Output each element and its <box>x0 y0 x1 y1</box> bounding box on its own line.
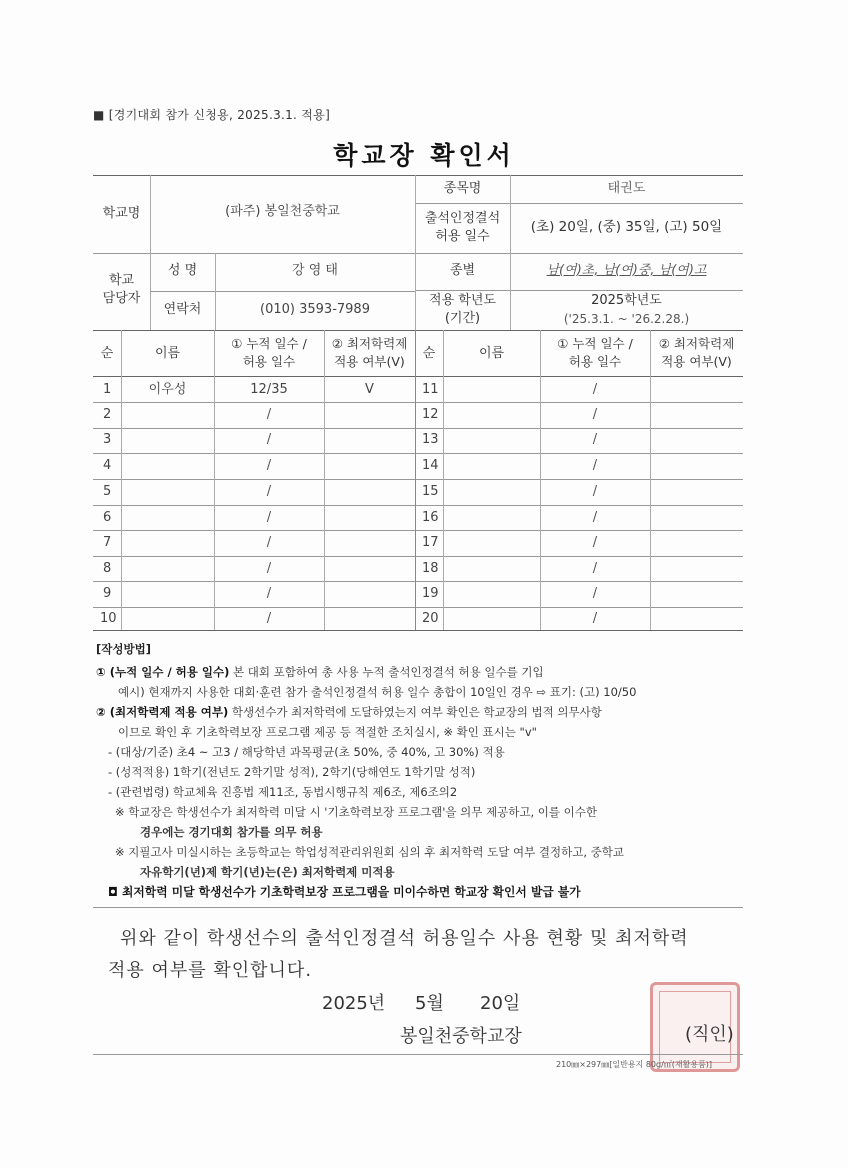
row-divider <box>93 453 743 454</box>
days-value: / <box>592 510 598 525</box>
instruction-text: 학생선수가 최저학력에 도달하였는지 여부 확인은 학교장의 법적 의무사항 <box>228 705 602 719</box>
col-days-header: 허용 일수 <box>568 354 622 369</box>
days-value: / <box>592 407 598 422</box>
days-value: / <box>266 561 272 576</box>
attendance-value: (초) 20일, (중) 35일, (고) 50일 <box>530 219 723 235</box>
manager-label: 담당자 <box>102 291 141 306</box>
min-check: V <box>365 382 374 397</box>
days-value: / <box>266 484 272 499</box>
col-name-header: 이름 <box>478 346 505 361</box>
row-number: 15 <box>422 484 439 499</box>
col-no-header: 순 <box>100 346 114 361</box>
instruction-bold: ① (누적 일수 / 허용 일수) <box>96 665 230 679</box>
table-vline <box>214 330 215 630</box>
seal-label: (직인) <box>685 1024 734 1045</box>
instruction-line: ※ 지필고사 미실시하는 초등학교는 학업성적관리위원회 심의 후 최저학력 도달 여부 결정하고, 중학교 <box>115 845 624 859</box>
col-days-header: ① 누적 일수 / <box>557 336 633 351</box>
col-min-header: ② 최저학력제 <box>658 336 735 351</box>
form-note: ■ [경기대회 참가 신청용, 2025.3.1. 적용] <box>93 108 331 122</box>
table-vline <box>540 330 541 630</box>
col-min-header: ② 최저학력제 <box>331 336 408 351</box>
student-name: 이우성 <box>148 382 187 397</box>
col-min-header: 적용 여부(V) <box>661 354 732 369</box>
school-value: (파주) 봉일천중학교 <box>225 204 340 219</box>
row-number: 12 <box>422 407 439 422</box>
row-divider <box>93 556 743 557</box>
row-number: 8 <box>103 561 112 576</box>
row-divider <box>93 607 743 608</box>
row-number: 17 <box>422 535 439 550</box>
instruction-line: - (대상/기준) 초4 ~ 고3 / 해당학년 과목평균(초 50%, 중 40%, 고 30%) 적용 <box>108 745 505 759</box>
table-vline <box>415 330 416 630</box>
instruction-line: 경우에는 경기대회 참가를 의무 허용 <box>140 825 323 839</box>
instruction-bold: ② (최저학력제 적용 여부) <box>96 705 229 719</box>
days-value: / <box>592 484 598 499</box>
year-label: 적용 학년도 <box>429 293 496 308</box>
date-month: 5월 <box>415 993 444 1014</box>
table-header-border <box>93 376 743 377</box>
row-number: 19 <box>422 586 439 601</box>
table-vline <box>121 330 122 630</box>
row-number: 18 <box>422 561 439 576</box>
row-number: 9 <box>103 586 112 601</box>
days-value: / <box>266 510 272 525</box>
row-number: 4 <box>103 458 112 473</box>
date-year: 2025년 <box>322 993 386 1014</box>
days-value: / <box>592 458 598 473</box>
confirmation-text: 적용 여부를 확인합니다. <box>108 960 313 981</box>
days-value: / <box>592 432 598 447</box>
signer-title: 봉일천중학교장 <box>400 1026 522 1047</box>
days-value: / <box>592 611 598 626</box>
days-value: / <box>592 586 598 601</box>
row-divider <box>93 505 743 506</box>
row-number: 1 <box>103 382 112 397</box>
days-value: / <box>266 611 272 626</box>
row-number: 3 <box>103 432 112 447</box>
row-divider <box>93 479 743 480</box>
contact-label: 연락처 <box>163 302 202 317</box>
category-label: 종별 <box>449 263 476 278</box>
year-value: 2025학년도 <box>591 293 662 308</box>
table-vline <box>324 330 325 630</box>
instruction-line: 이므로 확인 후 기초학력보장 프로그램 제공 등 적절한 조치실시, ※ 확인 표시는 "v" <box>118 725 537 739</box>
year-label: (기간) <box>444 311 481 326</box>
school-label: 학교명 <box>102 206 141 221</box>
row-number: 16 <box>422 510 439 525</box>
info-top-border <box>93 175 743 176</box>
manager-label: 학교 <box>108 273 135 288</box>
attendance-label: 허용 일수 <box>435 229 490 244</box>
footer-divider <box>93 1054 743 1055</box>
table-top-border <box>93 330 743 331</box>
days-value: / <box>592 535 598 550</box>
info-divider <box>150 291 415 292</box>
contact-value: (010) 3593-7989 <box>260 302 370 317</box>
info-divider <box>93 253 743 254</box>
row-number: 13 <box>422 432 439 447</box>
instruction-line: - (성적적용) 1학기(전년도 2학기말 성적), 2학기(당해연도 1학기말 성적) <box>108 765 476 779</box>
row-divider <box>93 428 743 429</box>
days-value: / <box>266 535 272 550</box>
attendance-label: 출석인정결석 <box>424 211 501 226</box>
row-number: 20 <box>422 611 439 626</box>
table-vline <box>443 330 444 630</box>
confirmation-text: 위와 같이 학생선수의 출석인정결석 허용일수 사용 현황 및 최저학력 <box>120 928 689 949</box>
category-value: 남(여)초, 남(여)중, 남(여)고 <box>546 263 707 278</box>
days-value: 12/35 <box>250 382 288 397</box>
name-value: 강 영 태 <box>292 263 338 278</box>
days-value: / <box>592 382 598 397</box>
info-divider <box>415 203 743 204</box>
row-divider <box>93 530 743 531</box>
instructions-heading: [작성방법] <box>96 642 151 656</box>
row-number: 10 <box>100 611 117 626</box>
instruction-line <box>96 664 544 680</box>
days-value: / <box>266 432 272 447</box>
row-divider <box>93 402 743 403</box>
year-period: ('25.3.1. ~ '26.2.28.) <box>563 312 690 326</box>
instruction-line: ※ 학교장은 학생선수가 최저학력 미달 시 '기초학력보장 프로그램'을 의무 제공하고, 이를 이수한 <box>115 805 597 819</box>
info-divider <box>415 290 743 291</box>
row-number: 7 <box>103 535 112 550</box>
date-day: 20일 <box>480 993 521 1014</box>
sport-label: 종목명 <box>443 181 482 196</box>
col-days-header: ① 누적 일수 / <box>231 336 307 351</box>
days-value: / <box>592 561 598 576</box>
row-number: 2 <box>103 407 112 422</box>
sport-value: 태권도 <box>607 181 646 196</box>
instruction-warning: ◘ 최저학력 미달 학생선수가 기초학력보장 프로그램을 미이수하면 학교장 확인서 발급 불가 <box>108 885 581 899</box>
days-value: / <box>266 458 272 473</box>
instruction-text: 본 대회 포함하여 총 사용 누적 출석인정결석 허용 일수를 기입 <box>229 665 544 679</box>
days-value: / <box>266 586 272 601</box>
instruction-line: 예시) 현재까지 사용한 대회·훈련 참가 출석인정결석 허용 일수 총합이 10일인 경우 ⇨ 표기: (고) 10/50 <box>118 685 637 699</box>
instruction-line: - (관련법령) 학교체육 진흥법 제11조, 동법시행규칙 제6조, 제6조의2 <box>108 785 458 799</box>
document-title: 학교장 확인서 <box>333 141 515 170</box>
row-number: 11 <box>422 382 439 397</box>
section-divider <box>93 907 743 908</box>
row-number: 5 <box>103 484 112 499</box>
table-bottom-border <box>93 630 743 631</box>
col-name-header: 이름 <box>154 346 181 361</box>
paper-spec: 210㎜×297㎜[일반용지 80g/㎡(재활용품)] <box>556 1060 713 1069</box>
instruction-line <box>96 704 602 720</box>
col-min-header: 적용 여부(V) <box>334 354 405 369</box>
col-no-header: 순 <box>422 346 436 361</box>
table-vline <box>650 330 651 630</box>
row-number: 6 <box>103 510 112 525</box>
col-days-header: 허용 일수 <box>242 354 296 369</box>
instruction-line: 자유학기(년)제 학기(년)는(은) 최저학력제 미적용 <box>140 865 395 879</box>
row-number: 14 <box>422 458 439 473</box>
row-divider <box>93 581 743 582</box>
days-value: / <box>266 407 272 422</box>
name-label: 성 명 <box>167 263 198 278</box>
